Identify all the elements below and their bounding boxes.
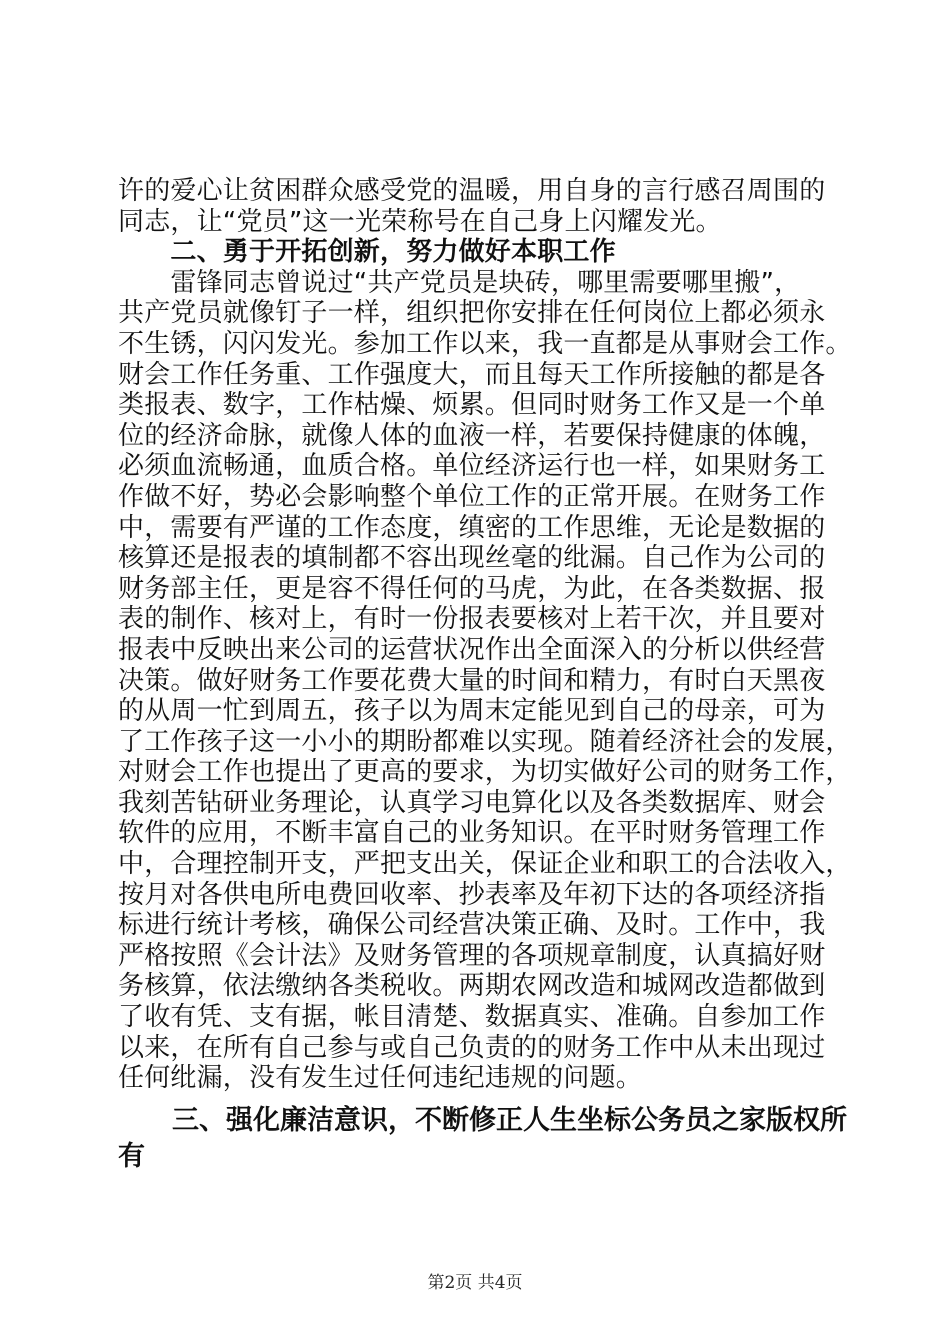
body-line: 我刻苦钻研业务理论，认真学习电算化以及各类数据库、财会: [118, 787, 826, 818]
body-line: 必须血流畅通，血质合格。单位经济运行也一样，如果财务工: [118, 451, 826, 482]
body-line: 了收有凭、支有据，帐目清楚、数据真实、准确。自参加工作: [118, 1002, 826, 1033]
body-line: 了工作孩子这一小小的期盼都难以实现。随着经济社会的发展，: [118, 726, 852, 757]
page-indicator: 第2页 共4页: [427, 1273, 523, 1293]
body-line: 核算还是报表的填制都不容出现丝毫的纰漏。自己作为公司的: [118, 543, 826, 574]
body-line: 作做不好，势必会影响整个单位工作的正常开展。在财务工作: [118, 481, 826, 512]
body-line: 对财会工作也提出了更高的要求，为切实做好公司的财务工作，: [118, 757, 852, 788]
body-line: 表的制作、核对上，有时一份报表要核对上若干次，并且要对: [118, 604, 826, 635]
body-line: 财会工作任务重、工作强度大，而且每天工作所接触的都是各: [118, 359, 826, 390]
body-line: 中，需要有严谨的工作态度，缜密的工作思维，无论是数据的: [118, 512, 826, 543]
body-line: 类报表、数字，工作枯燥、烦累。但同时财务工作又是一个单: [118, 390, 826, 421]
body-line: 严格按照《会计法》及财务管理的各项规章制度，认真搞好财: [118, 940, 826, 971]
body-line: 中，合理控制开支，严把支出关，保证企业和职工的合法收入，: [118, 849, 852, 880]
body-line: 以来，在所有自己参与或自己负责的的财务工作中从未出现过: [118, 1032, 826, 1063]
section-heading-3-continued: 有: [118, 1140, 145, 1172]
document-body: [118, 176, 852, 1175]
body-line: 任何纰漏，没有发生过任何违纪违规的问题。: [118, 1063, 643, 1094]
body-line: 决策。做好财务工作要花费大量的时间和精力，有时白天黑夜: [118, 665, 826, 696]
page-footer: [0, 1268, 950, 1293]
body-line: 同志，让“党员”这一光荣称号在自己身上闪耀发光。: [118, 206, 722, 237]
body-line: 不生锈，闪闪发光。参加工作以来，我一直都是从事财会工作。: [118, 328, 852, 359]
body-line: 雷锋同志曾说过“共产党员是块砖，哪里需要哪里搬”，: [118, 267, 801, 298]
section-heading-3: 三、强化廉洁意识，不断修正人生坐标公务员之家版权所: [118, 1104, 847, 1136]
body-line: 软件的应用，不断丰富自己的业务知识。在平时财务管理工作: [118, 818, 826, 849]
body-line: 报表中反映出来公司的运营状况作出全面深入的分析以供经营: [118, 634, 826, 665]
body-line: 财务部主任，更是容不得任何的马虎，为此，在各类数据、报: [118, 573, 826, 604]
body-line: 许的爱心让贫困群众感受党的温暖，用自身的言行感召周围的: [118, 176, 826, 206]
body-line: 标进行统计考核，确保公司经营决策正确、及时。工作中，我: [118, 910, 826, 941]
body-line: 位的经济命脉，就像人体的血液一样，若要保持健康的体魄，: [118, 420, 826, 451]
body-line: 务核算，依法缴纳各类税收。两期农网改造和城网改造都做到: [118, 971, 826, 1002]
body-line: 按月对各供电所电费回收率、抄表率及年初下达的各项经济指: [118, 879, 826, 910]
body-line: 的从周一忙到周五，孩子以为周末定能见到自己的母亲，可为: [118, 696, 826, 727]
section-heading-2: 二、勇于开拓创新，努力做好本职工作: [118, 237, 616, 268]
body-line: 共产党员就像钉子一样，组织把你安排在任何岗位上都必须永: [118, 298, 826, 329]
